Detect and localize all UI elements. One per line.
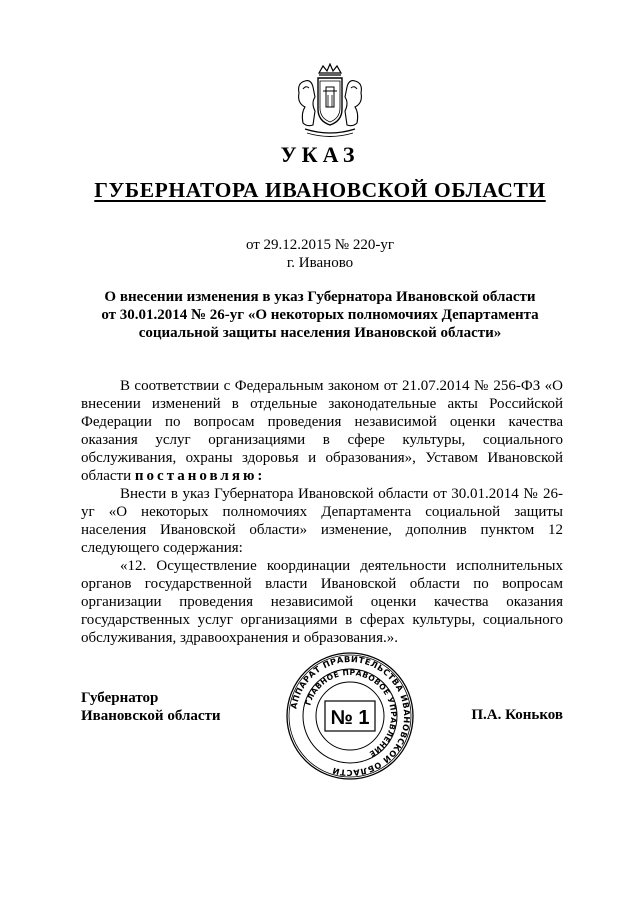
document-body [81, 377, 563, 647]
stamp-number: № 1 [330, 707, 370, 729]
document-date-number: от 29.12.2015 № 220-уг [245, 237, 395, 253]
decree-keyword: постановляю: [134, 468, 266, 484]
body-paragraph-preamble [81, 377, 563, 485]
heading-line: от 30.01.2014 № 26-уг «О некоторых полномочиях Департамента [101, 307, 539, 323]
signatory-position-line: Ивановской области [81, 708, 221, 724]
coat-of-arms-emblem [293, 63, 367, 139]
stamp-inner-text: ГЛАВНОЕ ПРАВОВОЕ УПРАВЛЕНИЕ [303, 667, 399, 759]
signatory-position-line: Губернатор [81, 690, 159, 706]
document-city: г. Иваново [286, 255, 354, 271]
document-subtitle: ГУБЕРНАТОРА ИВАНОВСКОЙ ОБЛАСТИ [94, 178, 546, 202]
document-title: УКАЗ [280, 142, 360, 167]
signatory-position [81, 689, 221, 725]
official-stamp [285, 651, 415, 781]
stamp-outer-text: АППАРАТ ПРАВИТЕЛЬСТВА ИВАНОВСКОЙ ОБЛАСТИ [288, 653, 413, 779]
preamble-text: В соответствии с Федеральным законом от 21.07.2014 № 256-ФЗ «О внесении изменений в отдельные законодательные акты Российской Федерации по вопросам проведения независимой оценки качества оказания услуг организациями в сфере культуры, социального обслуживания, охраны здоровья и образования», Уставом Ивановской области [81, 378, 563, 484]
document-heading [0, 288, 640, 342]
signatory-name: П.А. Коньков [471, 707, 563, 723]
body-paragraph-new-clause: «12. Осуществление координации деятельности исполнительных органов государственной власти Ивановской области по вопросам организации проведения независимой оценки качества оказания государственных услуг организациями в сферах культуры, социального обслуживания, здравоохранения и образования.». [81, 558, 563, 646]
heading-line: социальной защиты населения Ивановской области» [138, 325, 502, 341]
body-paragraph-amendment: Внести в указ Губернатора Ивановской области от 30.01.2014 № 26-уг «О некоторых полномочиях Департамента социальной защиты населения Ивановской области» изменение, дополнив пунктом 12 следующего содержания: [81, 486, 563, 556]
document-date-block [0, 236, 640, 272]
heading-line: О внесении изменения в указ Губернатора Ивановской области [104, 289, 536, 305]
